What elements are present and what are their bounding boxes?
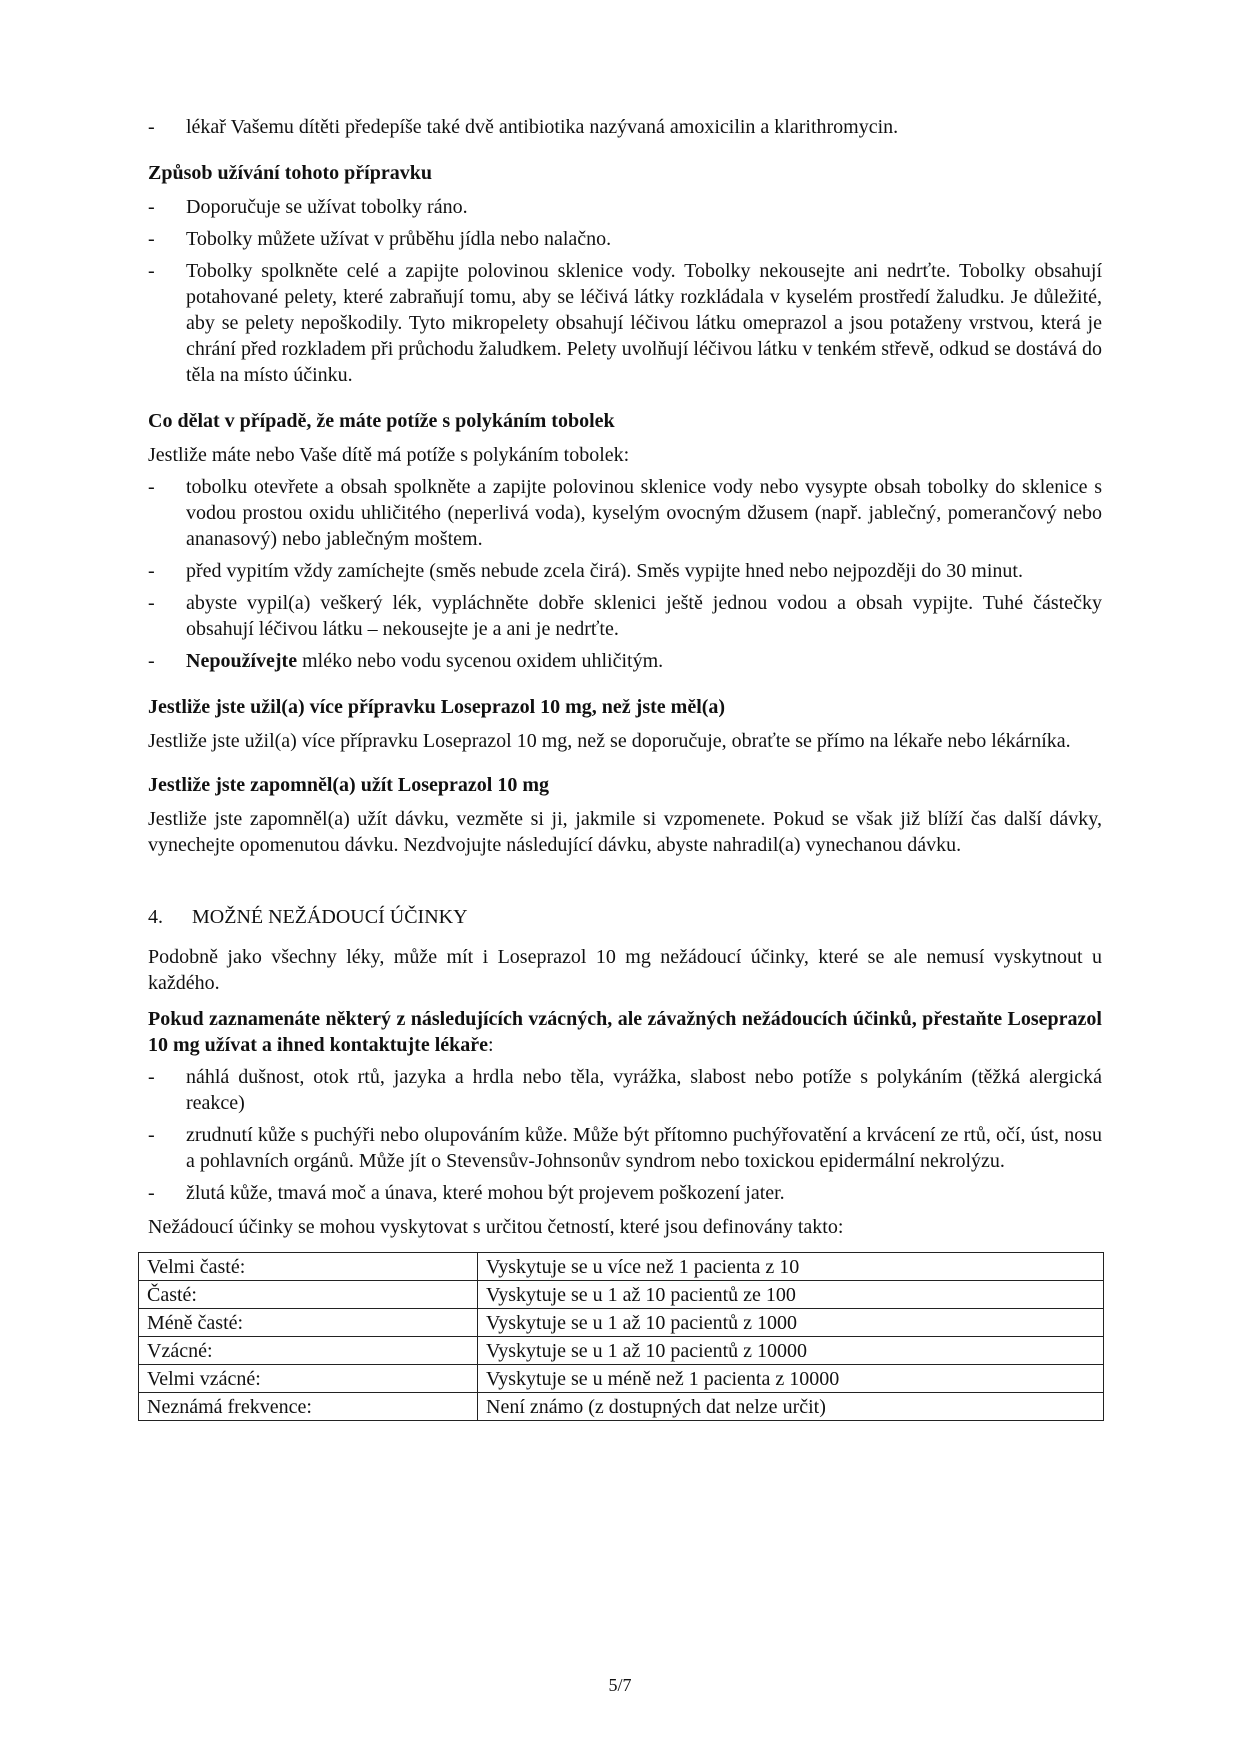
frequency-label: Méně časté: xyxy=(139,1309,478,1337)
section-heading: MOŽNÉ NEŽÁDOUCÍ ÚČINKY xyxy=(192,906,468,928)
missed-heading: Jestliže jste zapomněl(a) užít Loseprazol 10 mg xyxy=(148,774,550,796)
list-item xyxy=(148,1064,1102,1116)
list-dash: - xyxy=(148,1124,155,1146)
usage-list xyxy=(148,194,1102,388)
list-dash: - xyxy=(148,1182,155,1204)
frequency-table xyxy=(138,1252,1104,1421)
frequency-description: Vyskytuje se u 1 až 10 pacientů ze 100 xyxy=(478,1281,1104,1309)
frequency-description: Není známo (z dostupných dat nelze určit) xyxy=(478,1393,1104,1421)
list-item xyxy=(148,258,1102,388)
list-dash: - xyxy=(148,560,155,582)
list-item-text: Tobolky můžete užívat v průběhu jídla nebo nalačno. xyxy=(186,228,612,250)
frequency-intro: Nežádoucí účinky se mohou vyskytovat s určitou četností, které jsou definovány takto: xyxy=(148,1216,844,1238)
table-row xyxy=(139,1365,1104,1393)
list-dash: - xyxy=(148,228,155,250)
list-item-text: zrudnutí kůže s puchýři nebo olupováním kůže. Může být přítomno puchýřovatění a krvácení ze rtů, očí, úst, nosu a pohlavních orgánů. Může jít o Stevensův-Johnsonův syndrom nebo toxickou epidermální nekrolýzu. xyxy=(186,1124,1102,1172)
list-item-text: abyste vypil(a) veškerý lék, vypláchněte dobře sklenici ještě jednou vodou a obsah vypijte. Tuhé částečky obsahují léčivou látku – nekousejte je a ani je nedrťte. xyxy=(186,592,1102,640)
table-row xyxy=(139,1281,1104,1309)
overdose-text: Jestliže jste užil(a) více přípravku Loseprazol 10 mg, než se doporučuje, obraťte se přímo na lékaře nebo lékárníka. xyxy=(148,730,1071,752)
missed-text: Jestliže jste zapomněl(a) užít dávku, vezměte si ji, jakmile si vzpomenete. Pokud se však již blíží čas další dávky, vynechejte opomenutou dávku. Nezdvojujte následující dávku, abyste nahradil(a) vynechanou dávku. xyxy=(148,808,1102,856)
frequency-description: Vyskytuje se u 1 až 10 pacientů z 10000 xyxy=(478,1337,1104,1365)
list-item xyxy=(148,1180,1102,1206)
section-intro: Podobně jako všechny léky, může mít i Loseprazol 10 mg nežádoucí účinky, které se ale nemusí vyskytnout u každého. xyxy=(148,946,1102,994)
list-dash: - xyxy=(148,196,155,218)
table-row xyxy=(139,1393,1104,1421)
list-item-text: tobolku otevřete a obsah spolkněte a zapijte polovinou sklenice vody nebo vysypte obsah tobolky do sklenice s vodou prostou oxidu uhličitého (neperlivá voda), kyselým ovocným džusem (např. jablečný, pomerančový nebo ananasový) nebo jablečným moštem. xyxy=(186,476,1102,550)
list-item-text: před vypitím vždy zamíchejte (směs nebude zcela čirá). Směs vypijte hned nebo nejpozději do 30 minut. xyxy=(186,560,1023,582)
list-item xyxy=(148,194,1102,220)
table-row xyxy=(139,1309,1104,1337)
list-item xyxy=(148,474,1102,552)
swallow-list xyxy=(148,474,1102,674)
list-item-text: náhlá dušnost, otok rtů, jazyka a hrdla nebo těla, vyrážka, slabost nebo potíže s polykáním (těžká alergická reakce) xyxy=(186,1066,1102,1114)
swallow-intro: Jestliže máte nebo Vaše dítě má potíže s polykáním tobolek: xyxy=(148,444,630,466)
warning-tail: : xyxy=(488,1034,494,1056)
frequency-label: Velmi časté: xyxy=(139,1253,478,1281)
table-row xyxy=(139,1337,1104,1365)
list-item xyxy=(148,226,1102,252)
list-dash: - xyxy=(148,1066,155,1088)
list-item xyxy=(148,648,1102,674)
document-body xyxy=(148,114,1102,1421)
section-number: 4. xyxy=(148,906,163,928)
list-dash: - xyxy=(148,592,155,614)
list-item-text: mléko nebo vodu sycenou oxidem uhličitým. xyxy=(297,650,664,672)
table-row xyxy=(139,1253,1104,1281)
frequency-description: Vyskytuje se u více než 1 pacienta z 10 xyxy=(478,1253,1104,1281)
emphasis-text: Nepoužívejte xyxy=(186,650,298,672)
frequency-label: Neznámá frekvence: xyxy=(139,1393,478,1421)
side-effects-list xyxy=(148,1064,1102,1206)
list-dash: - xyxy=(148,260,155,282)
frequency-label: Časté: xyxy=(139,1281,478,1309)
frequency-description: Vyskytuje se u méně než 1 pacienta z 10000 xyxy=(478,1365,1104,1393)
list-item xyxy=(148,558,1102,584)
list-item xyxy=(148,114,1102,140)
list-item xyxy=(148,590,1102,642)
list-dash: - xyxy=(148,650,155,672)
frequency-label: Velmi vzácné: xyxy=(139,1365,478,1393)
list-item-text: Tobolky spolkněte celé a zapijte polovinou sklenice vody. Tobolky nekousejte ani nedrťte. Tobolky obsahují potahované pelety, které zabraňují tomu, aby se léčivá látky rozkládala v kyselém prostředí žaludku. Je důležité, aby se pelety nepoškodily. Tyto mikropelety obsahují léčivou látku omeprazol a jsou potaženy vrstvou, která je chrání před rozkladem při průchodu žaludkem. Pelety uvolňují léčivou látku v tenkém střevě, odkud se dostává do těla na místo účinku. xyxy=(186,260,1102,386)
warning-bold-text: Pokud zaznamenáte některý z následujících vzácných, ale závažných nežádoucích účinků, přestaňte Loseprazol 10 mg užívat a ihned kontaktujte lékaře xyxy=(148,1008,1102,1056)
top-list xyxy=(148,114,1102,140)
list-item xyxy=(148,1122,1102,1174)
list-item-text: žlutá kůže, tmavá moč a únava, které mohou být projevem poškození jater. xyxy=(186,1182,785,1204)
list-dash: - xyxy=(148,116,155,138)
list-dash: - xyxy=(148,476,155,498)
usage-heading: Způsob užívání tohoto přípravku xyxy=(148,162,432,184)
list-item-text: Doporučuje se užívat tobolky ráno. xyxy=(186,196,468,218)
list-item-text: lékař Vašemu dítěti předepíše také dvě antibiotika nazývaná amoxicilin a klarithromycin. xyxy=(186,116,899,138)
frequency-description: Vyskytuje se u 1 až 10 pacientů z 1000 xyxy=(478,1309,1104,1337)
section-title xyxy=(148,904,1102,930)
overdose-heading: Jestliže jste užil(a) více přípravku Loseprazol 10 mg, než jste měl(a) xyxy=(148,696,726,718)
swallow-heading: Co dělat v případě, že máte potíže s polykáním tobolek xyxy=(148,410,615,432)
warning-paragraph xyxy=(148,1006,1102,1058)
frequency-label: Vzácné: xyxy=(139,1337,478,1365)
page-number: 5/7 xyxy=(608,1675,632,1695)
